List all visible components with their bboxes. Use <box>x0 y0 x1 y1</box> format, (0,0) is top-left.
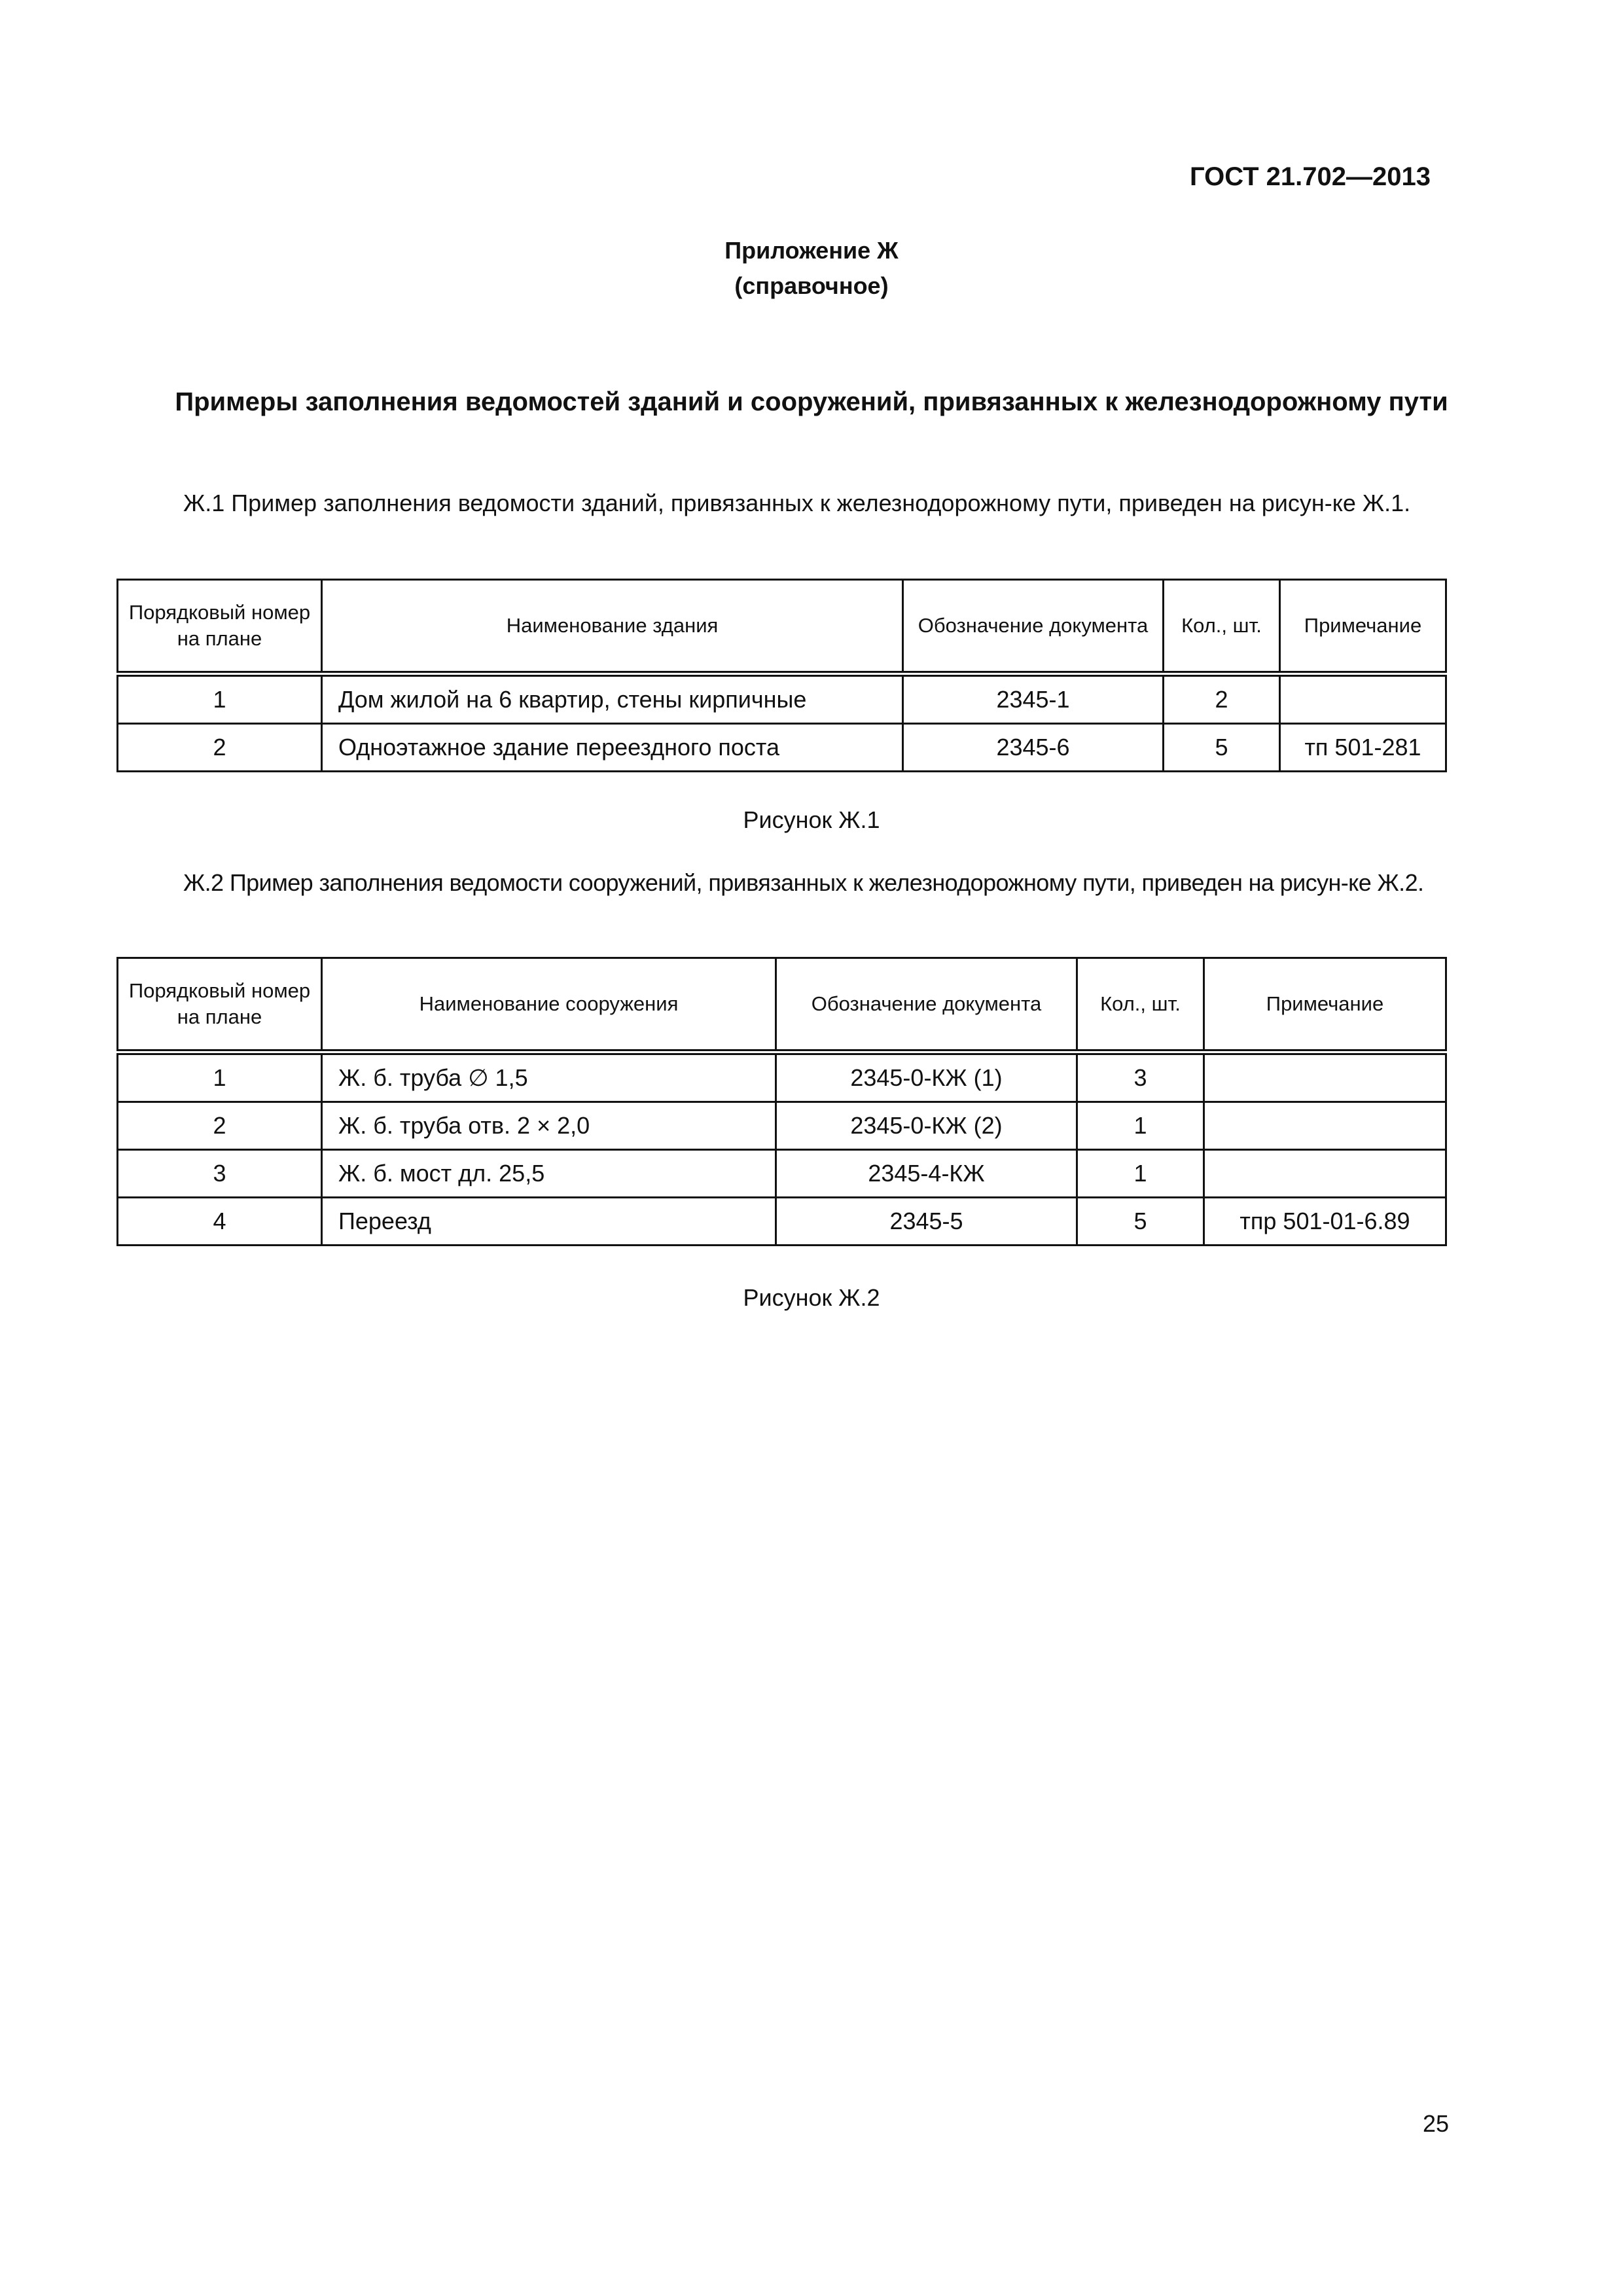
table-cell: 3 <box>1077 1052 1204 1102</box>
table-cell <box>1204 1052 1446 1102</box>
figure-caption-2: Рисунок Ж.2 <box>743 1284 880 1311</box>
column-header: Примечание <box>1204 958 1446 1052</box>
column-header: Обозначение документа <box>776 958 1077 1052</box>
table-row <box>118 1198 1446 1246</box>
table-cell: Ж. б. мост дл. 25,5 <box>322 1150 776 1198</box>
appendix-heading <box>0 233 1623 304</box>
paragraph-1 <box>116 488 1445 518</box>
table-row <box>118 724 1446 772</box>
table-cell: Ж. б. труба ∅ 1,5 <box>322 1052 776 1102</box>
table-cell: 2345-4-КЖ <box>776 1150 1077 1198</box>
table-cell: 3 <box>118 1150 322 1198</box>
table-row <box>118 1102 1446 1150</box>
document-code: ГОСТ 21.702—2013 <box>1189 162 1431 191</box>
column-header: Наименование сооружения <box>322 958 776 1052</box>
table-cell: 2 <box>118 1102 322 1150</box>
table-cell: тп 501-281 <box>1280 724 1446 772</box>
column-header: Примечание <box>1280 580 1446 674</box>
table-cell: 2 <box>118 724 322 772</box>
structures-table <box>116 957 1447 1246</box>
table-cell: Ж. б. труба отв. 2 × 2,0 <box>322 1102 776 1150</box>
table-cell: 1 <box>118 674 322 724</box>
table-cell: 1 <box>1077 1102 1204 1150</box>
table-cell: Одноэтажное здание переездного поста <box>322 724 903 772</box>
table-header-row <box>118 958 1446 1052</box>
paragraph-1-text: Ж.1 Пример заполнения ведомости зданий, привязанных к железнодорожному пути, приведен на рисун-ке Ж.1. <box>183 490 1411 516</box>
table-cell: тпр 501-01-6.89 <box>1204 1198 1446 1246</box>
table-cell: 2345-0-КЖ (2) <box>776 1102 1077 1150</box>
table-row <box>118 1052 1446 1102</box>
table-cell <box>1204 1150 1446 1198</box>
appendix-title: Приложение Ж <box>724 237 899 264</box>
column-header: Порядковый номер на плане <box>118 958 322 1052</box>
column-header: Порядковый номер на плане <box>118 580 322 674</box>
table-cell: 5 <box>1164 724 1280 772</box>
table-cell: 2345-0-КЖ (1) <box>776 1052 1077 1102</box>
table-cell: Дом жилой на 6 квартир, стены кирпичные <box>322 674 903 724</box>
table-row <box>118 1150 1446 1198</box>
page-number: 25 <box>1422 2110 1449 2137</box>
column-header: Кол., шт. <box>1077 958 1204 1052</box>
table-cell: 2345-6 <box>903 724 1164 772</box>
table-cell: 5 <box>1077 1198 1204 1246</box>
table-cell: 2345-5 <box>776 1198 1077 1246</box>
table-cell <box>1280 674 1446 724</box>
column-header: Наименование здания <box>322 580 903 674</box>
table-cell: 2 <box>1164 674 1280 724</box>
table-cell: 4 <box>118 1198 322 1246</box>
table-cell: Переезд <box>322 1198 776 1246</box>
column-header: Кол., шт. <box>1164 580 1280 674</box>
buildings-table <box>116 579 1447 772</box>
figure-caption-1: Рисунок Ж.1 <box>743 806 880 833</box>
table-cell: 1 <box>1077 1150 1204 1198</box>
column-header: Обозначение документа <box>903 580 1164 674</box>
main-title: Примеры заполнения ведомостей зданий и сооружений, привязанных к железнодорожному пути <box>175 387 1448 416</box>
table-cell: 1 <box>118 1052 322 1102</box>
paragraph-2-text: Ж.2 Пример заполнения ведомости сооружений, привязанных к железнодорожному пути, приведен на рисун-ке Ж.2. <box>183 869 1424 896</box>
table-header-row <box>118 580 1446 674</box>
paragraph-2 <box>116 868 1445 898</box>
appendix-subtitle: (справочное) <box>734 272 889 299</box>
table-cell: 2345-1 <box>903 674 1164 724</box>
table-row <box>118 674 1446 724</box>
table-cell <box>1204 1102 1446 1150</box>
